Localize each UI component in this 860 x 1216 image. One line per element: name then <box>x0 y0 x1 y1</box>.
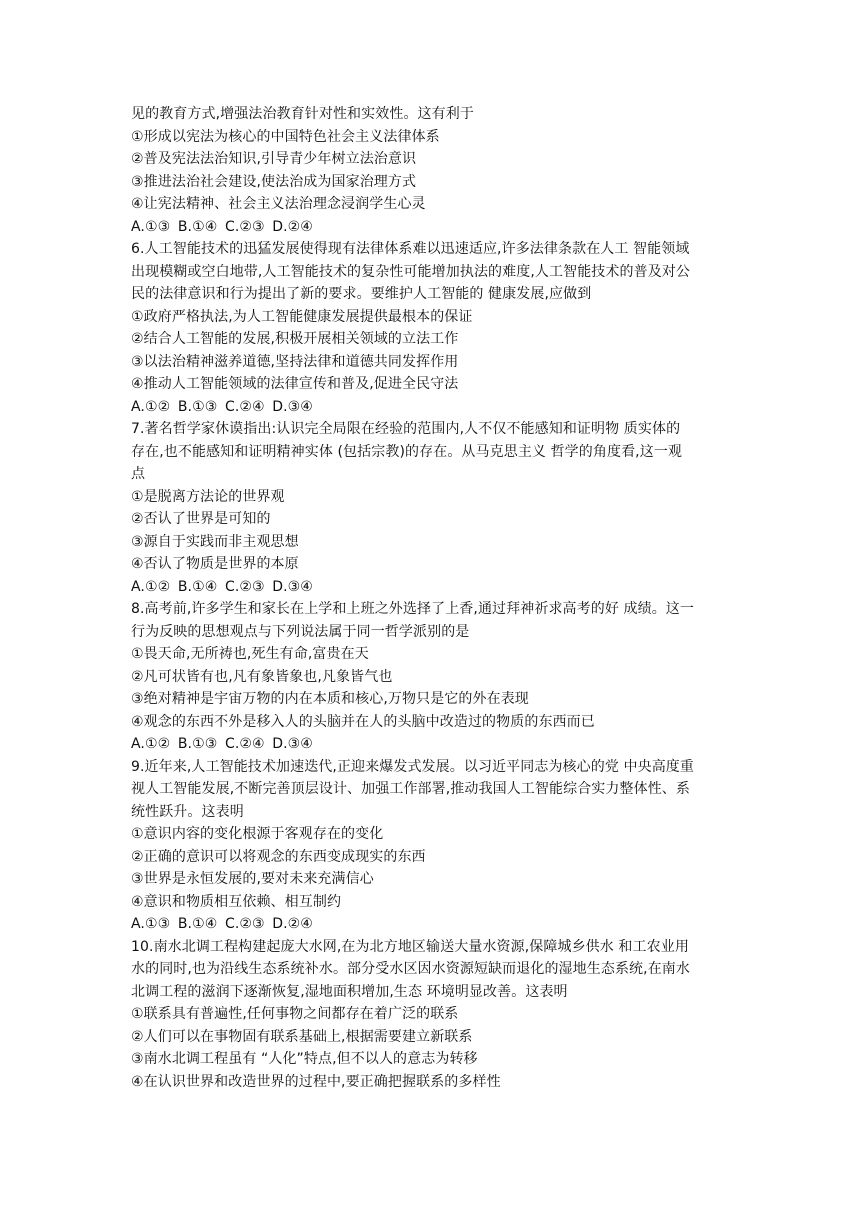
question-stem-line: 行为反映的思想观点与下列说法属于同一哲学派别的是 <box>131 623 470 640</box>
option-2: ②否认了世界是可知的 <box>131 511 271 527</box>
question-8 <box>131 598 741 756</box>
question-stem-line: 北调工程的滋润下逐渐恢复,湿地面积增加,生态 环境明显改善。这表明 <box>131 983 568 1000</box>
option-3: ③世界是永恒发展的,要对未来充满信心 <box>131 871 374 887</box>
question-stem-line: 10.南水北调工程构建起庞大水网,在为北方地区输送大量水资源,保障城乡供水 和工农业用 <box>131 938 689 955</box>
answer-choices: A.①② B.①④ C.②③ D.③④ <box>131 578 313 595</box>
option-2: ②正确的意识可以将观念的东西变成现实的东西 <box>131 848 426 865</box>
question-stem-line: 统性跃升。这表明 <box>131 803 244 820</box>
option-1: ①意识内容的变化根源于客观存在的变化 <box>131 826 384 842</box>
question-stem-line: 9.近年来,人工智能技术加速迭代,正迎来爆发式发展。以习近平同志为核心的党 中央高度重 <box>131 758 695 775</box>
question-stem-line: 存在,也不能感知和证明精神实体 (包括宗教)的存在。从马克思主义 哲学的角度看,这一观 <box>131 443 683 460</box>
option-1: ①畏天命,无所祷也,死生有命,富贵在天 <box>131 646 369 662</box>
exam-content <box>131 103 741 1093</box>
question-stem-line: 民的法律意识和行为提出了新的要求。要维护人工智能的 健康发展,应做到 <box>131 286 592 302</box>
question-stem-line: 见的教育方式,增强法治教育针对性和实效性。这有利于 <box>131 106 474 122</box>
option-4: ④在认识世界和改造世界的过程中,要正确把握联系的多样性 <box>131 1073 501 1090</box>
question-stem-line: 点 <box>131 466 146 482</box>
question-9 <box>131 756 741 936</box>
question-stem-line: 视人工智能发展,不断完善顶层设计、加强工作部署,推动我国人工智能综合实力整体性、系 <box>131 781 690 797</box>
option-2: ②普及宪法法治知识,引导青少年树立法治意识 <box>131 151 417 167</box>
option-3: ③南水北调工程虽有 “人化”特点,但不以人的意志为转移 <box>131 1051 478 1067</box>
question-stem-line: 出现模糊或空白地带,人工智能技术的复杂性可能增加执法的难度,人工智能技术的普及对公 <box>131 263 690 280</box>
question-6 <box>131 238 741 418</box>
question-5-continued <box>131 103 741 238</box>
question-stem-line: 8.高考前,许多学生和家长在上学和上班之外选择了上香,通过拜神祈求高考的好 成绩。这一 <box>131 601 695 617</box>
answer-choices: A.①③ B.①④ C.②③ D.②④ <box>131 218 313 235</box>
question-7 <box>131 418 741 598</box>
option-2: ②结合人工智能的发展,积极开展相关领域的立法工作 <box>131 331 459 347</box>
option-3: ③绝对精神是宇宙万物的内在本质和核心,万物只是它的外在表现 <box>131 691 529 707</box>
option-1: ①是脱离方法论的世界观 <box>131 488 285 505</box>
option-4: ④观念的东西不外是移入人的头脑并在人的头脑中改造过的物质的东西而已 <box>131 713 595 730</box>
option-4: ④让宪法精神、社会主义法治理念浸润学生心灵 <box>131 196 426 212</box>
option-3: ③以法治精神滋养道德,坚持法律和道德共同发挥作用 <box>131 353 459 370</box>
option-3: ③源自于实践而非主观思想 <box>131 533 299 550</box>
option-4: ④意识和物质相互依赖、相互制约 <box>131 893 342 910</box>
question-stem-line: 7.著名哲学家休谟指出:认识完全局限在经验的范围内,人不仅不能感知和证明物 质实体的 <box>131 421 681 437</box>
option-1: ①联系具有普遍性,任何事物之间都存在着广泛的联系 <box>131 1006 459 1022</box>
question-stem-line: 6.人工智能技术的迅猛发展使得现有法律体系难以迅速适应,许多法律条款在人工 智能领域 <box>131 241 690 257</box>
option-1: ①政府严格执法,为人工智能健康发展提供最根本的保证 <box>131 308 473 325</box>
answer-choices: A.①② B.①③ C.②④ D.③④ <box>131 398 313 415</box>
option-1: ①形成以宪法为核心的中国特色社会主义法律体系 <box>131 128 440 145</box>
option-2: ②凡可状皆有也,凡有象皆象也,凡象皆气也 <box>131 668 393 685</box>
answer-choices: A.①② B.①③ C.②④ D.③④ <box>131 736 313 752</box>
option-4: ④推动人工智能领域的法律宣传和普及,促进全民守法 <box>131 376 459 392</box>
option-4: ④否认了物质是世界的本原 <box>131 556 299 572</box>
question-stem-line: 水的同时,也为沿线生态系统补水。部分受水区因水资源短缺而退化的湿地生态系统,在南水 <box>131 961 690 977</box>
option-3: ③推进法治社会建设,使法治成为国家治理方式 <box>131 173 417 190</box>
option-2: ②人们可以在事物固有联系基础上,根据需要建立新联系 <box>131 1028 473 1045</box>
answer-choices: A.①③ B.①④ C.②③ D.②④ <box>131 916 313 932</box>
question-10 <box>131 936 741 1094</box>
